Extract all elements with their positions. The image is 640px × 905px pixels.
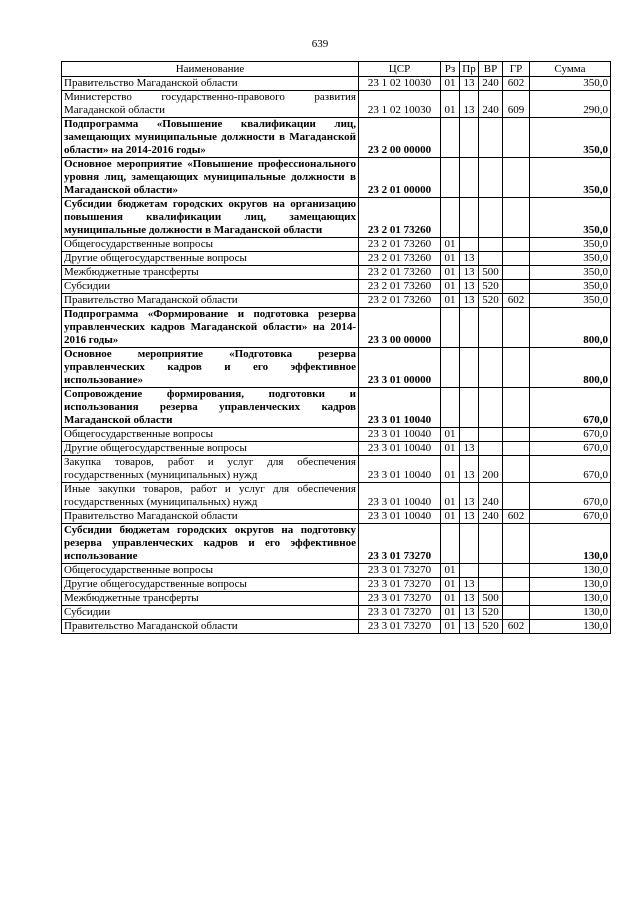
cell-gr: 609 bbox=[503, 91, 530, 118]
cell-sum: 670,0 bbox=[530, 428, 611, 442]
cell-csr: 23 2 01 73260 bbox=[359, 198, 441, 238]
cell-csr: 23 2 01 73260 bbox=[359, 252, 441, 266]
cell-gr bbox=[503, 564, 530, 578]
cell-pr: 13 bbox=[460, 510, 479, 524]
cell-vr bbox=[479, 524, 503, 564]
cell-pr bbox=[460, 198, 479, 238]
cell-gr bbox=[503, 578, 530, 592]
table-row bbox=[62, 348, 611, 388]
cell-vr: 240 bbox=[479, 77, 503, 91]
cell-csr: 23 1 02 10030 bbox=[359, 77, 441, 91]
cell-rz: 01 bbox=[441, 238, 460, 252]
cell-sum: 800,0 bbox=[530, 348, 611, 388]
table-row bbox=[62, 456, 611, 483]
cell-sum: 350,0 bbox=[530, 280, 611, 294]
cell-sum: 350,0 bbox=[530, 158, 611, 198]
cell-csr: 23 3 01 73270 bbox=[359, 592, 441, 606]
cell-rz: 01 bbox=[441, 578, 460, 592]
cell-name: Министерство государственно-правового развития Магаданской области bbox=[62, 91, 359, 118]
table-row bbox=[62, 252, 611, 266]
cell-vr bbox=[479, 198, 503, 238]
cell-pr: 13 bbox=[460, 266, 479, 280]
table-row bbox=[62, 483, 611, 510]
cell-vr bbox=[479, 442, 503, 456]
cell-pr: 13 bbox=[460, 280, 479, 294]
cell-vr: 200 bbox=[479, 456, 503, 483]
cell-name: Общегосударственные вопросы bbox=[62, 428, 359, 442]
cell-sum: 350,0 bbox=[530, 198, 611, 238]
table-row bbox=[62, 198, 611, 238]
table-row bbox=[62, 428, 611, 442]
budget-table bbox=[61, 61, 611, 634]
cell-sum: 670,0 bbox=[530, 510, 611, 524]
cell-sum: 130,0 bbox=[530, 592, 611, 606]
cell-rz: 01 bbox=[441, 252, 460, 266]
cell-csr: 23 3 01 10040 bbox=[359, 428, 441, 442]
cell-gr bbox=[503, 388, 530, 428]
cell-gr: 602 bbox=[503, 620, 530, 634]
cell-gr: 602 bbox=[503, 510, 530, 524]
cell-name: Другие общегосударственные вопросы bbox=[62, 442, 359, 456]
cell-name: Основное мероприятие «Повышение профессионального уровня лиц, замещающих муниципальные должности в Магаданской области» bbox=[62, 158, 359, 198]
header-vr: ВР bbox=[479, 62, 503, 77]
cell-name: Сопровождение формирования, подготовки и использования резерва управленческих кадров Магаданской области bbox=[62, 388, 359, 428]
cell-name: Правительство Магаданской области bbox=[62, 510, 359, 524]
cell-pr bbox=[460, 308, 479, 348]
cell-name: Подпрограмма «Повышение квалификации лиц, замещающих муниципальные должности в Магаданской области» на 2014-2016 годы» bbox=[62, 118, 359, 158]
table-row bbox=[62, 280, 611, 294]
cell-csr: 23 3 01 10040 bbox=[359, 442, 441, 456]
cell-gr bbox=[503, 308, 530, 348]
cell-pr bbox=[460, 348, 479, 388]
cell-pr: 13 bbox=[460, 91, 479, 118]
header-sum: Сумма bbox=[530, 62, 611, 77]
cell-csr: 23 3 01 00000 bbox=[359, 348, 441, 388]
cell-name: Субсидии бюджетам городских округов на организацию повышения квалификации лиц, замещающих муниципальные должности в Магаданской области bbox=[62, 198, 359, 238]
cell-gr bbox=[503, 606, 530, 620]
cell-vr: 240 bbox=[479, 483, 503, 510]
cell-gr bbox=[503, 456, 530, 483]
table-row bbox=[62, 564, 611, 578]
table-row bbox=[62, 592, 611, 606]
cell-name: Правительство Магаданской области bbox=[62, 620, 359, 634]
cell-pr: 13 bbox=[460, 606, 479, 620]
cell-pr: 13 bbox=[460, 578, 479, 592]
cell-rz: 01 bbox=[441, 428, 460, 442]
table-row bbox=[62, 266, 611, 280]
cell-gr bbox=[503, 158, 530, 198]
cell-pr bbox=[460, 118, 479, 158]
cell-gr bbox=[503, 428, 530, 442]
cell-sum: 350,0 bbox=[530, 294, 611, 308]
cell-sum: 350,0 bbox=[530, 118, 611, 158]
header-pr: Пр bbox=[460, 62, 479, 77]
cell-vr: 520 bbox=[479, 294, 503, 308]
header-csr: ЦСР bbox=[359, 62, 441, 77]
cell-vr bbox=[479, 158, 503, 198]
table-row bbox=[62, 524, 611, 564]
cell-csr: 23 3 01 73270 bbox=[359, 606, 441, 620]
cell-rz bbox=[441, 348, 460, 388]
cell-pr: 13 bbox=[460, 294, 479, 308]
cell-name: Правительство Магаданской области bbox=[62, 294, 359, 308]
cell-rz: 01 bbox=[441, 266, 460, 280]
page-number: 639 bbox=[311, 38, 329, 50]
cell-csr: 23 3 00 00000 bbox=[359, 308, 441, 348]
cell-vr: 500 bbox=[479, 592, 503, 606]
cell-vr bbox=[479, 428, 503, 442]
cell-vr bbox=[479, 348, 503, 388]
cell-csr: 23 3 01 10040 bbox=[359, 510, 441, 524]
cell-csr: 23 3 01 10040 bbox=[359, 456, 441, 483]
table-row bbox=[62, 118, 611, 158]
cell-vr bbox=[479, 252, 503, 266]
cell-vr: 520 bbox=[479, 620, 503, 634]
cell-name: Общегосударственные вопросы bbox=[62, 238, 359, 252]
cell-name: Субсидии bbox=[62, 606, 359, 620]
cell-pr: 13 bbox=[460, 252, 479, 266]
cell-name: Правительство Магаданской области bbox=[62, 77, 359, 91]
cell-csr: 23 3 01 10040 bbox=[359, 483, 441, 510]
cell-pr bbox=[460, 428, 479, 442]
cell-pr bbox=[460, 524, 479, 564]
cell-rz: 01 bbox=[441, 280, 460, 294]
cell-vr: 500 bbox=[479, 266, 503, 280]
cell-sum: 130,0 bbox=[530, 578, 611, 592]
table-row bbox=[62, 620, 611, 634]
cell-gr bbox=[503, 280, 530, 294]
cell-csr: 23 1 02 10030 bbox=[359, 91, 441, 118]
cell-gr bbox=[503, 592, 530, 606]
cell-sum: 350,0 bbox=[530, 77, 611, 91]
cell-rz: 01 bbox=[441, 91, 460, 118]
cell-gr: 602 bbox=[503, 77, 530, 91]
cell-name: Межбюджетные трансферты bbox=[62, 266, 359, 280]
cell-vr bbox=[479, 388, 503, 428]
cell-rz bbox=[441, 198, 460, 238]
cell-pr: 13 bbox=[460, 456, 479, 483]
cell-sum: 130,0 bbox=[530, 606, 611, 620]
cell-rz bbox=[441, 118, 460, 158]
cell-pr: 13 bbox=[460, 592, 479, 606]
cell-csr: 23 2 01 73260 bbox=[359, 294, 441, 308]
cell-rz: 01 bbox=[441, 442, 460, 456]
table-row bbox=[62, 606, 611, 620]
cell-csr: 23 3 01 10040 bbox=[359, 388, 441, 428]
cell-sum: 130,0 bbox=[530, 620, 611, 634]
table-row bbox=[62, 308, 611, 348]
cell-rz: 01 bbox=[441, 456, 460, 483]
header-gr: ГР bbox=[503, 62, 530, 77]
cell-vr bbox=[479, 564, 503, 578]
cell-vr bbox=[479, 308, 503, 348]
cell-pr: 13 bbox=[460, 483, 479, 510]
table-row bbox=[62, 388, 611, 428]
cell-vr: 520 bbox=[479, 280, 503, 294]
cell-sum: 800,0 bbox=[530, 308, 611, 348]
cell-rz bbox=[441, 158, 460, 198]
cell-pr bbox=[460, 388, 479, 428]
cell-rz: 01 bbox=[441, 483, 460, 510]
cell-rz: 01 bbox=[441, 620, 460, 634]
cell-gr bbox=[503, 266, 530, 280]
cell-name: Основное мероприятие «Подготовка резерва управленческих кадров и его эффективное использование» bbox=[62, 348, 359, 388]
cell-name: Межбюджетные трансферты bbox=[62, 592, 359, 606]
cell-rz: 01 bbox=[441, 294, 460, 308]
cell-rz: 01 bbox=[441, 606, 460, 620]
cell-gr bbox=[503, 118, 530, 158]
cell-sum: 670,0 bbox=[530, 456, 611, 483]
cell-sum: 350,0 bbox=[530, 252, 611, 266]
cell-name: Закупка товаров, работ и услуг для обеспечения государственных (муниципальных) нужд bbox=[62, 456, 359, 483]
cell-csr: 23 2 01 00000 bbox=[359, 158, 441, 198]
cell-sum: 670,0 bbox=[530, 442, 611, 456]
cell-pr bbox=[460, 158, 479, 198]
cell-rz bbox=[441, 388, 460, 428]
cell-sum: 670,0 bbox=[530, 388, 611, 428]
cell-rz: 01 bbox=[441, 77, 460, 91]
cell-csr: 23 2 00 00000 bbox=[359, 118, 441, 158]
cell-vr: 520 bbox=[479, 606, 503, 620]
cell-pr: 13 bbox=[460, 442, 479, 456]
cell-rz: 01 bbox=[441, 564, 460, 578]
cell-pr: 13 bbox=[460, 77, 479, 91]
cell-vr: 240 bbox=[479, 510, 503, 524]
cell-name: Общегосударственные вопросы bbox=[62, 564, 359, 578]
table-row bbox=[62, 158, 611, 198]
table-row bbox=[62, 91, 611, 118]
cell-csr: 23 2 01 73260 bbox=[359, 238, 441, 252]
table-row bbox=[62, 442, 611, 456]
cell-csr: 23 2 01 73260 bbox=[359, 266, 441, 280]
cell-gr bbox=[503, 238, 530, 252]
cell-gr: 602 bbox=[503, 294, 530, 308]
cell-rz: 01 bbox=[441, 592, 460, 606]
cell-vr bbox=[479, 578, 503, 592]
cell-rz bbox=[441, 308, 460, 348]
table-header-row bbox=[62, 62, 611, 77]
cell-sum: 670,0 bbox=[530, 483, 611, 510]
cell-name: Другие общегосударственные вопросы bbox=[62, 252, 359, 266]
cell-sum: 350,0 bbox=[530, 238, 611, 252]
cell-pr bbox=[460, 564, 479, 578]
cell-rz bbox=[441, 524, 460, 564]
header-rz: Рз bbox=[441, 62, 460, 77]
cell-gr bbox=[503, 442, 530, 456]
cell-sum: 290,0 bbox=[530, 91, 611, 118]
cell-vr bbox=[479, 118, 503, 158]
cell-name: Подпрограмма «Формирование и подготовка резерва управленческих кадров Магаданской области» на 2014-2016 годы» bbox=[62, 308, 359, 348]
cell-vr bbox=[479, 238, 503, 252]
cell-name: Субсидии bbox=[62, 280, 359, 294]
cell-rz: 01 bbox=[441, 510, 460, 524]
cell-gr bbox=[503, 483, 530, 510]
cell-gr bbox=[503, 524, 530, 564]
cell-pr bbox=[460, 238, 479, 252]
cell-csr: 23 3 01 73270 bbox=[359, 524, 441, 564]
cell-sum: 350,0 bbox=[530, 266, 611, 280]
table-row bbox=[62, 578, 611, 592]
header-name: Наименование bbox=[62, 62, 359, 77]
cell-csr: 23 3 01 73270 bbox=[359, 564, 441, 578]
cell-csr: 23 3 01 73270 bbox=[359, 620, 441, 634]
cell-pr: 13 bbox=[460, 620, 479, 634]
cell-name: Другие общегосударственные вопросы bbox=[62, 578, 359, 592]
cell-vr: 240 bbox=[479, 91, 503, 118]
table-row bbox=[62, 294, 611, 308]
table-row bbox=[62, 238, 611, 252]
cell-gr bbox=[503, 348, 530, 388]
cell-csr: 23 2 01 73260 bbox=[359, 280, 441, 294]
cell-csr: 23 3 01 73270 bbox=[359, 578, 441, 592]
cell-gr bbox=[503, 252, 530, 266]
table-row bbox=[62, 77, 611, 91]
cell-sum: 130,0 bbox=[530, 564, 611, 578]
cell-name: Иные закупки товаров, работ и услуг для обеспечения государственных (муниципальных) нужд bbox=[62, 483, 359, 510]
cell-name: Субсидии бюджетам городских округов на подготовку резерва управленческих кадров и его эффективное использование bbox=[62, 524, 359, 564]
cell-gr bbox=[503, 198, 530, 238]
table-row bbox=[62, 510, 611, 524]
cell-sum: 130,0 bbox=[530, 524, 611, 564]
